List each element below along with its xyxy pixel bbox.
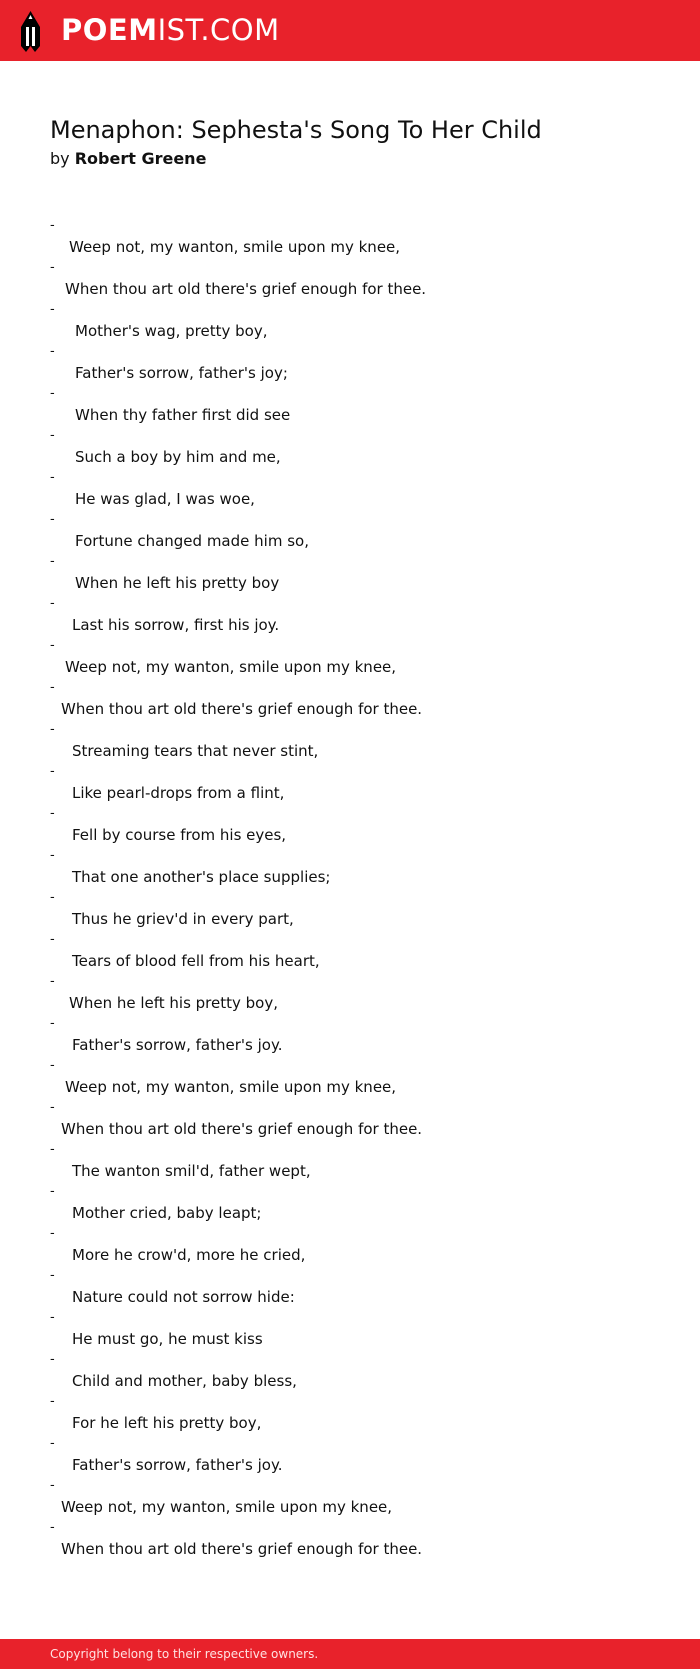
poem-line-text: He was glad, I was woe, [75,490,255,508]
poem-line [50,764,670,806]
poem-line [50,260,670,302]
line-marker: - [50,554,55,569]
poem-line-text: Father's sorrow, father's joy; [75,364,288,382]
poem-line [50,932,670,974]
poem-line [50,1436,670,1478]
poem-line-text: More he crow'd, more he cried, [72,1246,306,1264]
line-marker: - [50,680,55,695]
copyright-notice: Copyright belong to their respective owners. [50,1647,319,1661]
line-marker: - [50,1268,55,1283]
poem-line-text: Such a boy by him and me, [75,448,281,466]
line-marker: - [50,1058,55,1073]
poem-line [50,554,670,596]
poem-line-text: When thou art old there's grief enough for thee. [61,1120,423,1138]
poem-line-text: Weep not, my wanton, smile upon my knee, [65,1078,397,1096]
poem-line [50,1016,670,1058]
poem-line-text: Weep not, my wanton, smile upon my knee, [65,658,397,676]
line-marker: - [50,1394,55,1409]
poem-line [50,1268,670,1310]
site-header [0,0,700,61]
poem-line-text: Mother cried, baby leapt; [72,1204,262,1222]
poem-line [50,386,670,428]
poem-line-text: Father's sorrow, father's joy. [72,1036,283,1054]
poem-line [50,1058,670,1100]
line-marker: - [50,302,55,317]
line-marker: - [50,1436,55,1451]
poem-line-text: When thy father first did see [75,406,291,424]
poem-line [50,1226,670,1268]
poem-line-text: Fell by course from his eyes, [72,826,287,844]
line-marker: - [50,1016,55,1031]
line-marker: - [50,596,55,611]
line-marker: - [50,890,55,905]
line-marker: - [50,1310,55,1325]
line-marker: - [50,1520,55,1535]
poem-line-text: Mother's wag, pretty boy, [75,322,268,340]
poem-line-text: When thou art old there's grief enough for thee. [65,280,427,298]
poem-line-text: Weep not, my wanton, smile upon my knee, [69,238,401,256]
poem-line [50,1310,670,1352]
line-marker: - [50,806,55,821]
poem-line-text: For he left his pretty boy, [72,1414,262,1432]
poem-line [50,890,670,932]
poem-line-text: He must go, he must kiss [72,1330,263,1348]
line-marker: - [50,344,55,359]
poem-line [50,1184,670,1226]
logo-light-part: IST.COM [157,13,280,47]
poem-line [50,1520,670,1562]
line-marker: - [50,1352,55,1367]
poem-line [50,1142,670,1184]
poem-line-text: Streaming tears that never stint, [72,742,319,760]
poem-line [50,1352,670,1394]
line-marker: - [50,260,55,275]
poem-body [50,218,670,1562]
poem-line-text: Like pearl-drops from a flint, [72,784,285,802]
line-marker: - [50,1478,55,1493]
poem-line [50,848,670,890]
poem-line-text: Child and mother, baby bless, [72,1372,297,1390]
logo-bold-part: POEM [61,13,158,47]
line-marker: - [50,1226,55,1241]
poem-line [50,680,670,722]
poem-line-text: Tears of blood fell from his heart, [72,952,320,970]
poem-line [50,470,670,512]
poem-line-text: Weep not, my wanton, smile upon my knee, [61,1498,393,1516]
line-marker: - [50,218,55,233]
line-marker: - [50,386,55,401]
poem-line-text: When thou art old there's grief enough for thee. [61,1540,423,1558]
line-marker: - [50,974,55,989]
poem-line [50,722,670,764]
poem-line [50,1100,670,1142]
line-marker: - [50,470,55,485]
poem-line-text: When he left his pretty boy, [69,994,279,1012]
poem-line [50,512,670,554]
poem-line [50,806,670,848]
poem-line [50,638,670,680]
poem-author: Robert Greene [74,149,207,168]
poem-line-text: Thus he griev'd in every part, [72,910,294,928]
poem-line-text: When he left his pretty boy [75,574,280,592]
by-label: by [50,149,70,168]
line-marker: - [50,932,55,947]
poem-line-text: Last his sorrow, first his joy. [72,616,280,634]
poem-line [50,344,670,386]
line-marker: - [50,638,55,653]
poem-line-text: That one another's place supplies; [72,868,331,886]
poem-line [50,974,670,1016]
line-marker: - [50,1142,55,1157]
line-marker: - [50,848,55,863]
poem-line [50,428,670,470]
poem-line-text: Nature could not sorrow hide: [72,1288,295,1306]
site-logo[interactable] [61,12,280,48]
poem-line [50,596,670,638]
poem-line-text: When thou art old there's grief enough for thee. [61,700,423,718]
poem-line [50,218,670,260]
poem-line [50,1394,670,1436]
line-marker: - [50,1100,55,1115]
poem-line [50,302,670,344]
poem-line-text: Fortune changed made him so, [75,532,309,550]
site-footer [0,1639,700,1669]
line-marker: - [50,428,55,443]
poem-byline [50,148,206,170]
line-marker: - [50,764,55,779]
line-marker: - [50,722,55,737]
poem-title: Menaphon: Sephesta's Song To Her Child [50,116,542,144]
poem-line-text: Father's sorrow, father's joy. [72,1456,283,1474]
pencil-icon[interactable] [18,11,43,52]
line-marker: - [50,512,55,527]
poem-line [50,1478,670,1520]
line-marker: - [50,1184,55,1199]
poem-line-text: The wanton smil'd, father wept, [72,1162,311,1180]
